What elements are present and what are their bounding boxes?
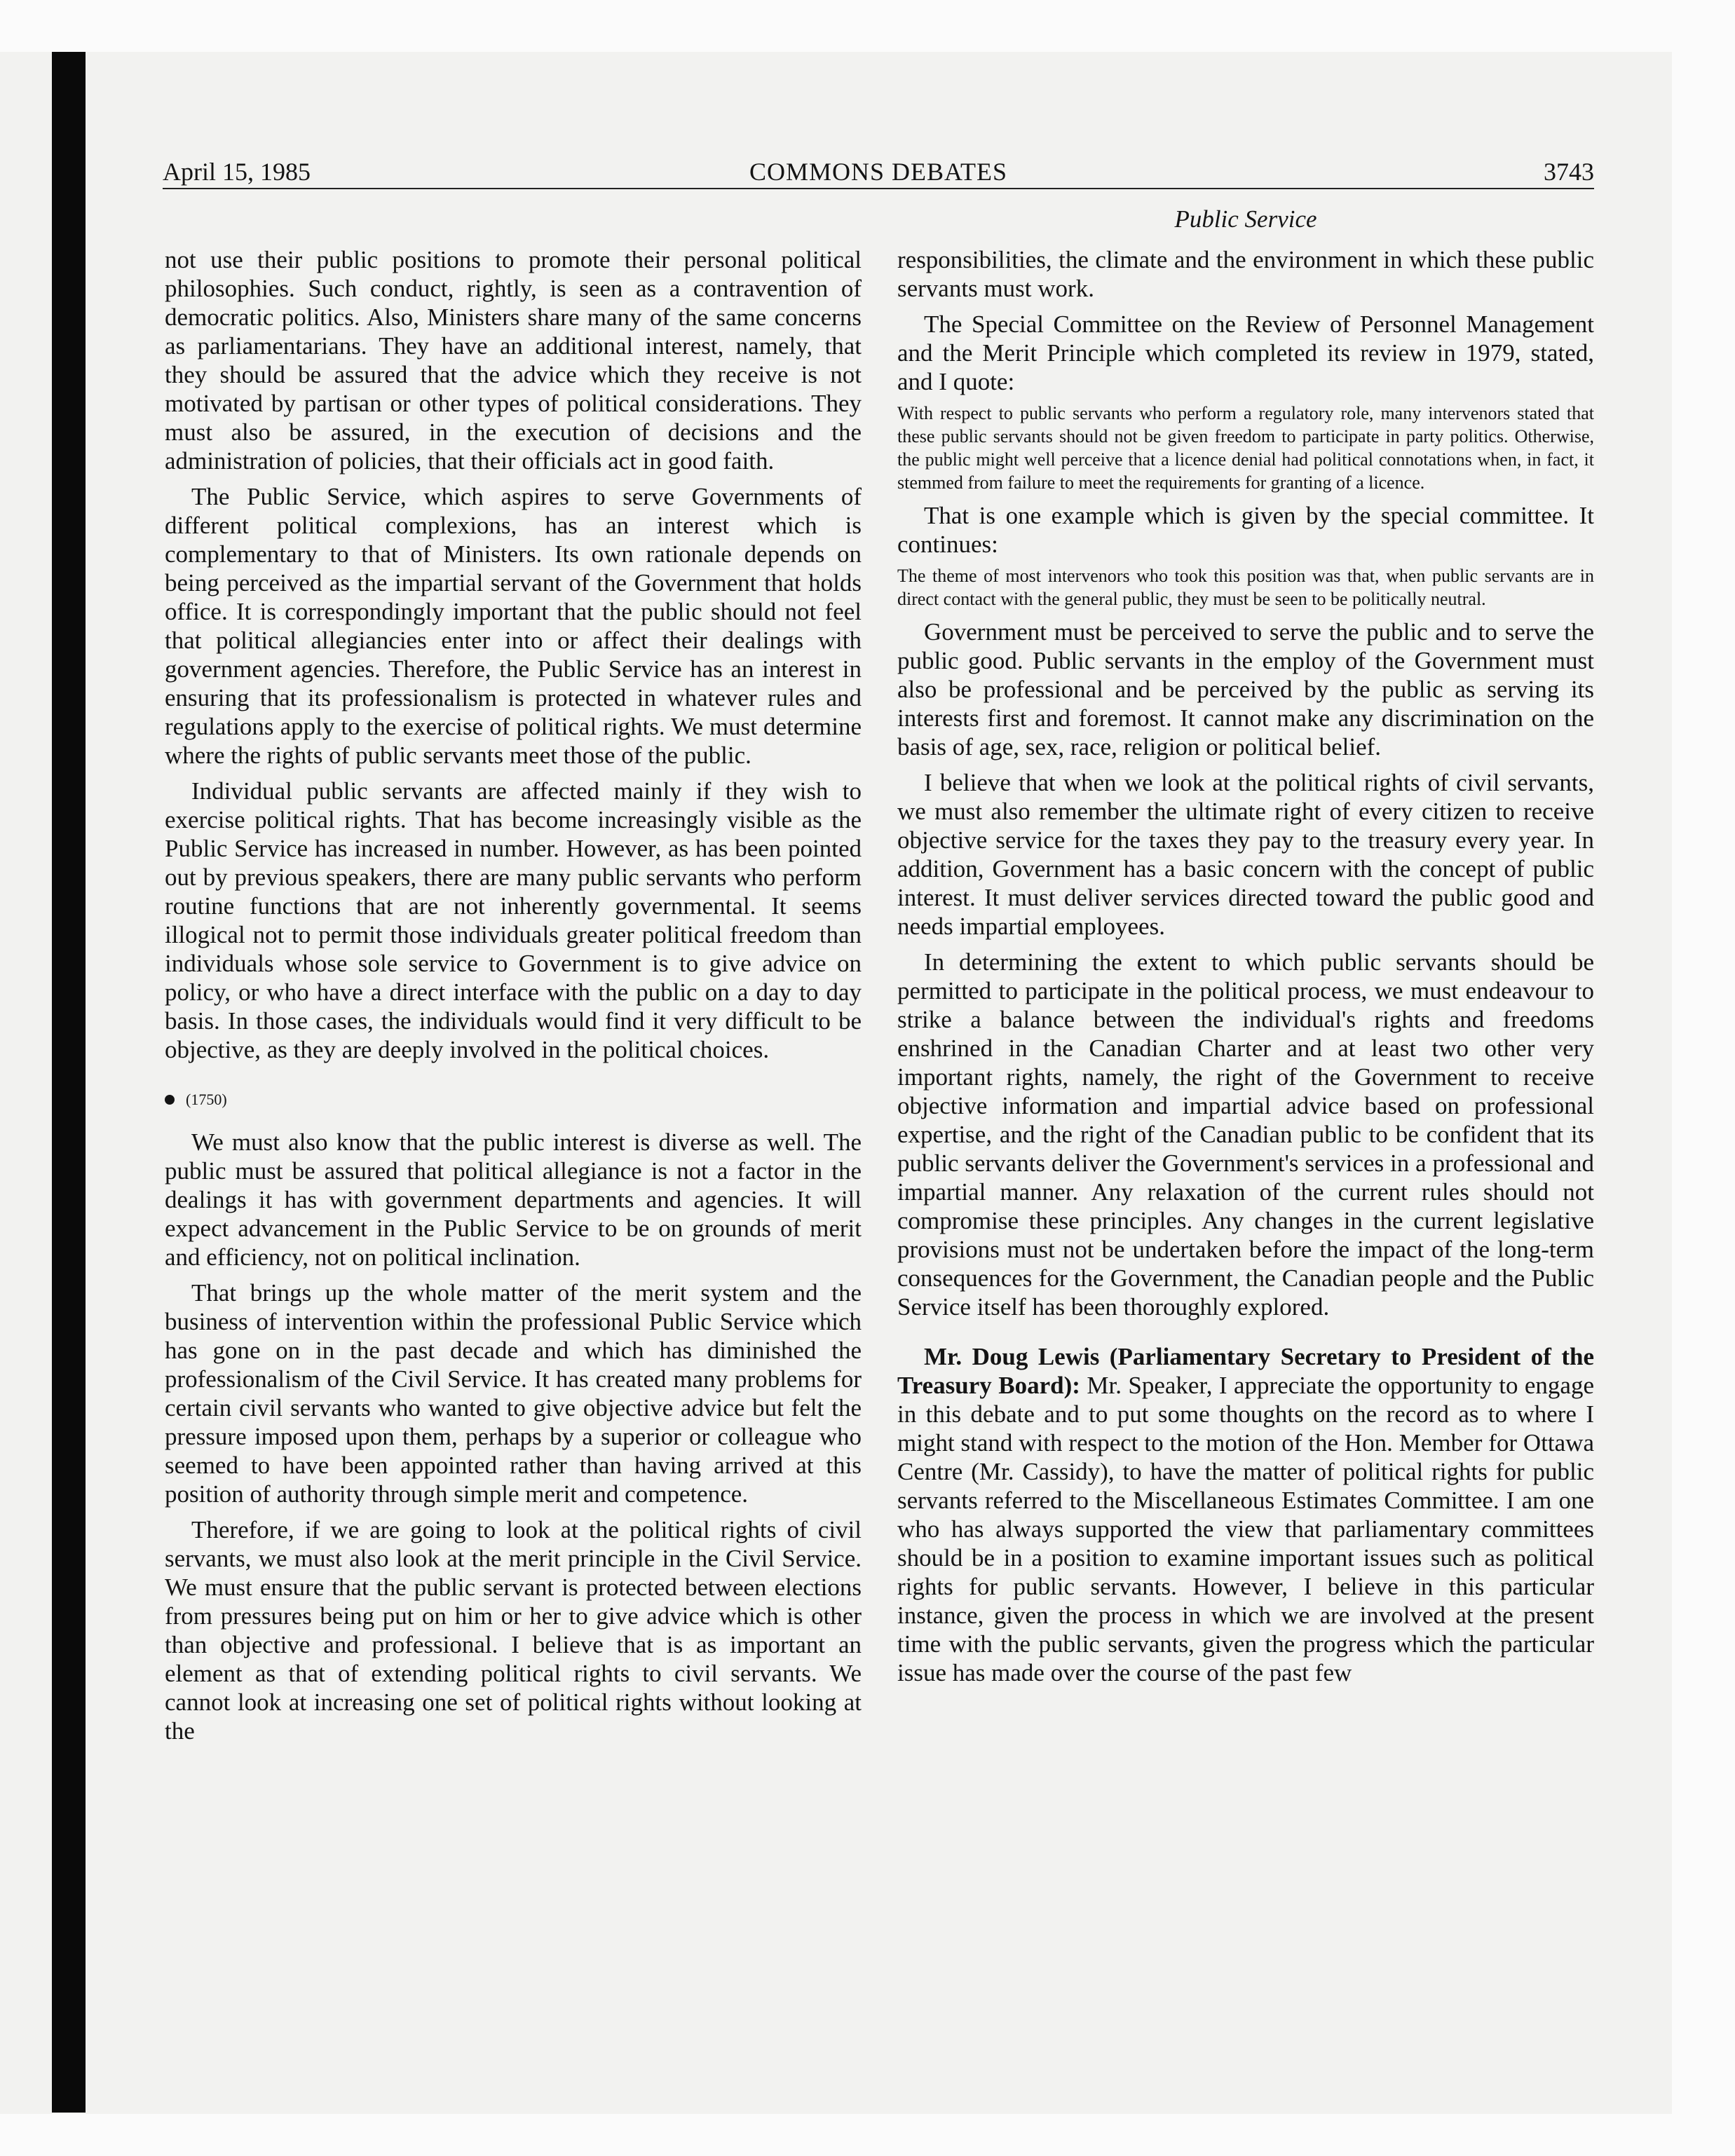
scan-margin-right — [1672, 0, 1735, 2156]
section-subhead: Public Service — [1174, 205, 1317, 233]
block-quote: With respect to public servants who perform a regulatory role, many intervenors stated that these public servants should not be given freedom to participate in party politics. Otherwise, the public might well perceive that a licence denial had political connotations when, in fact, it stemmed from failure to meet the requirements for granting of a licence. — [897, 403, 1594, 493]
right-column — [897, 245, 1594, 1687]
header-date: April 15, 1985 — [163, 158, 311, 186]
bullet-dot-icon — [165, 1095, 175, 1105]
paragraph: Government must be perceived to serve the public and to serve the public good. Public servants in the employ of the Government must also be professional and be perceived by the public as serving its interests first and foremost. It cannot make any discrimination on the basis of age, sex, race, religion or political belief. — [897, 618, 1594, 760]
left-column — [165, 245, 862, 1745]
scan-margin-top — [0, 0, 1735, 52]
paragraph: The Special Committee on the Review of Personnel Management and the Merit Principle which completed its review in 1979, stated, and I quote: — [897, 311, 1594, 395]
paragraph: The Public Service, which aspires to serve Governments of different political complexions, has an interest which is complementary to that of Ministers. Its own rationale depends on being perceived as the impartial servant of the Government that holds office. It is correspondingly important that the public should not feel that political allegiancies enter into or affect their dealings with government agencies. Therefore, the Public Service has an interest in ensuring that its professionalism is protected in whatever rules and regulations apply to the exercise of political rights. We must determine where the rights of public servants meet those of the public. — [165, 483, 862, 769]
scan-binding-edge — [52, 52, 86, 2113]
block-quote: The theme of most intervenors who took this position was that, when public servants are in direct contact with the general public, they must be seen to be politically neutral. — [897, 566, 1594, 609]
speaker-name: Mr. Doug Lewis (Parliamentary Secretary to President of the Treasury Board): — [897, 1343, 1594, 1399]
running-header — [163, 156, 1594, 189]
paragraph: responsibilities, the climate and the environment in which these public servants must work. — [897, 246, 1594, 302]
time-marker — [165, 1085, 862, 1114]
paragraph: We must also know that the public interest is diverse as well. The public must be assured that political allegiance is not a factor in the dealings it has with government departments and agencies. It will expect advancement in the Public Service to be on grounds of merit and efficiency, not on political inclination. — [165, 1128, 862, 1271]
paragraph: Individual public servants are affected mainly if they wish to exercise political rights. That has become increasingly visible as the Public Service has increased in number. However, as has been pointed out by previous speakers, there are many public servants who perform routine functions that are not inherently governmental. It seems illogical not to permit those individuals greater political freedom than individuals whose sole service to Government is to give advice on policy, or who have a direct interface with the public on a day to day basis. In those cases, the individuals would find it very difficult to be objective, as they are deeply involved in the political choices. — [165, 777, 862, 1063]
paragraph: not use their public positions to promote their personal political philosophies. Such conduct, rightly, is seen as a contravention of democratic politics. Also, Ministers share many of the same concerns as parliamentarians. They have an additional interest, namely, that they should be assured that the advice which they receive is not motivated by partisan or other types of political considerations. They must also be assured, in the execution of decisions and the administration of policies, that their officials act in good faith. — [165, 246, 862, 475]
paragraph: I believe that when we look at the political rights of civil servants, we must also remember the ultimate right of every citizen to receive objective service for the taxes they pay to the treasury every year. In addition, Government has a basic concern with the concept of public interest. It must deliver services directed toward the public good and needs impartial employees. — [897, 769, 1594, 940]
header-publication-title: COMMONS DEBATES — [749, 158, 1008, 186]
time-marker-label: (1750) — [186, 1091, 227, 1108]
paragraph: That is one example which is given by the special committee. It continues: — [897, 502, 1594, 558]
paragraph: Therefore, if we are going to look at the political rights of civil servants, we must also look at the merit principle in the Civil Service. We must ensure that the public servant is protected between elections from pressures being put on him or her to give advice which is other than objective and professional. I believe that is as important an element as that of extending political rights to civil servants. We cannot look at increasing one set of political rights without looking at the — [165, 1516, 862, 1745]
header-page-number: 3743 — [1544, 158, 1594, 186]
scan-margin-bottom — [0, 2114, 1735, 2156]
paragraph: In determining the extent to which public servants should be permitted to participate in the political process, we must endeavour to strike a balance between the individual's rights and freedoms enshrined in the Canadian Charter and at least two other very important rights, namely, the right of the Government to receive objective information and impartial advice based on professional expertise, and the right of the Canadian public to be confident that its public servants deliver the Government's services in a professional and impartial manner. Any relaxation of the current rules should not compromise these principles. Any changes in the current legislative provisions must not be undertaken before the impact of the long-term consequences for the Government, the Canadian people and the Public Service itself has been thoroughly explored. — [897, 948, 1594, 1321]
speech-text: Mr. Speaker, I appreciate the opportunity to engage in this debate and to put some thoughts on the record as to where I might stand with respect to the motion of the Hon. Member for Ottawa Centre (Mr. Cassidy), to have the matter of political rights for public servants referred to the Miscellaneous Estimates Committee. I am one who has always supported the view that parliamentary committees should be in a position to examine important issues such as political rights for public servants. However, I believe in this particular instance, given the process in which we are involved at the present time with the public servants, given the progress which the particular issue has made over the course of the past few — [897, 1372, 1594, 1686]
paragraph: That brings up the whole matter of the merit system and the business of intervention within the professional Public Service which has gone on in the past decade and which has diminished the professionalism of the Civil Service. It has created many problems for certain civil servants who wanted to give objective advice but felt the pressure imposed upon them, perhaps by a superior or colleague who seemed to have been appointed rather than having arrived at this position of authority through simple merit and competence. — [165, 1279, 862, 1508]
speech-paragraph — [897, 1342, 1594, 1687]
